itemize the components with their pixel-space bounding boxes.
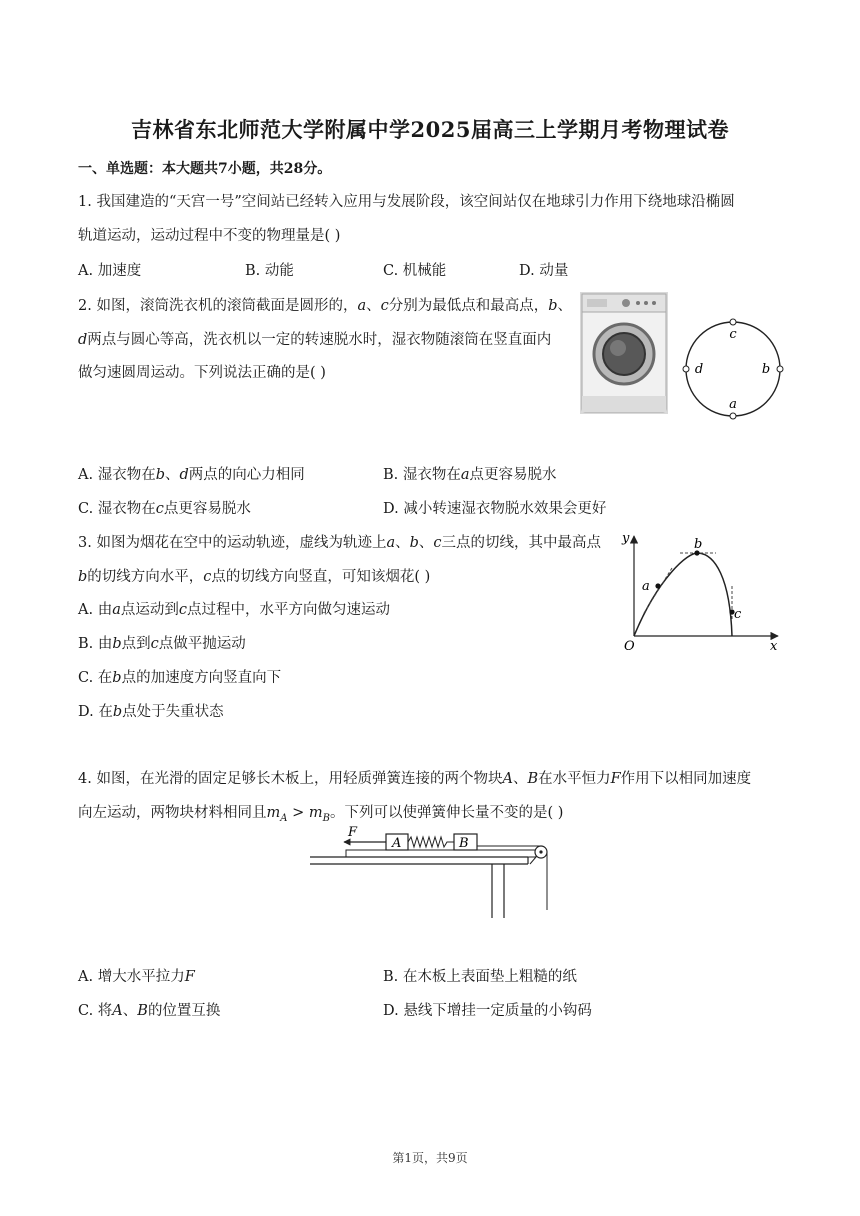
axis-y-label: y: [622, 531, 630, 546]
q3-option-a: A. 由a点运动到c点过程中，水平方向做匀速运动: [78, 602, 390, 618]
q1-line1: 1. 我国建造的“天宫一号”空间站已经转入应用与发展阶段，该空间站仅在地球引力作用下绕地球沿椭圆: [78, 194, 735, 210]
block-a-label: A: [392, 836, 402, 851]
q2-line3: 做匀速圆周运动。下列说法正确的是( ): [78, 365, 326, 381]
page-title: 吉林省东北师范大学附属中学2025届高三上学期月考物理试卷: [131, 117, 729, 142]
q4-option-d: D. 悬线下增挂一定质量的小钩码: [383, 1003, 592, 1019]
q4-option-a: A. 增大水平拉力F: [78, 969, 195, 985]
q2-line1: 2. 如图，滚筒洗衣机的滚筒截面是圆形的，a、c分别为最低点和最高点，b、: [78, 298, 573, 314]
drum-circle-diagram: [680, 316, 786, 422]
point-a-label: a: [642, 579, 650, 594]
point-c-label: c: [734, 607, 742, 622]
q1-option-b: B. 动能: [245, 263, 294, 279]
q2-option-d: D. 减小转速湿衣物脱水效果会更好: [383, 501, 607, 517]
block-b-label: B: [459, 836, 469, 851]
page-footer: 第1页，共9页: [392, 1151, 468, 1165]
q2-line2: d两点与圆心等高，洗衣机以一定的转速脱水时，湿衣物随滚筒在竖直面内: [78, 332, 552, 348]
origin-label: O: [624, 639, 635, 654]
q3-line1: 3. 如图为烟花在空中的运动轨迹，虚线为轨迹上a、b、c三点的切线，其中最高点: [78, 535, 602, 551]
q4-option-c: C. 将A、B的位置互换: [78, 1003, 221, 1019]
q1-option-c: C. 机械能: [383, 263, 447, 279]
q4-line2: 向左运动，两物块材料相同且$m_A > m_B$。下列可以使弹簧伸长量不变的是( ): [78, 805, 564, 824]
spring-blocks-figure: [306, 824, 552, 920]
q2-option-b: B. 湿衣物在a点更容易脱水: [383, 467, 557, 483]
label-c: c: [729, 327, 737, 342]
point-b-label: b: [694, 537, 703, 552]
q3-option-c: C. 在b点的加速度方向竖直向下: [78, 670, 282, 686]
washing-machine-image: [580, 292, 668, 414]
label-b: b: [761, 362, 771, 377]
q1-option-d: D. 动量: [519, 263, 569, 279]
q1-option-a: A. 加速度: [78, 263, 142, 279]
q2-option-a: A. 湿衣物在b、d两点的向心力相同: [78, 467, 305, 483]
q3-line2: b的切线方向水平，c点的切线方向竖直，可知该烟花( ): [78, 569, 431, 585]
q3-option-b: B. 由b点到c点做平抛运动: [78, 636, 246, 652]
section-heading: 一、单选题：本大题共7小题，共28分。: [78, 161, 332, 177]
force-f-label: F: [348, 825, 358, 840]
q1-line2: 轨道运动，运动过程中不变的物理量是( ): [78, 228, 341, 244]
label-a: a: [729, 397, 737, 412]
q3-option-d: D. 在b点处于失重状态: [78, 704, 224, 720]
q4-line1: 4. 如图，在光滑的固定足够长木板上，用轻质弹簧连接的两个物块A、B在水平恒力F作用下以相同加速度: [78, 771, 752, 787]
q2-option-c: C. 湿衣物在c点更容易脱水: [78, 501, 251, 517]
label-d: d: [694, 362, 704, 377]
axis-x-label: x: [770, 639, 778, 654]
q4-option-b: B. 在木板上表面垫上粗糙的纸: [383, 969, 577, 985]
firework-trajectory-graph: [618, 528, 786, 654]
